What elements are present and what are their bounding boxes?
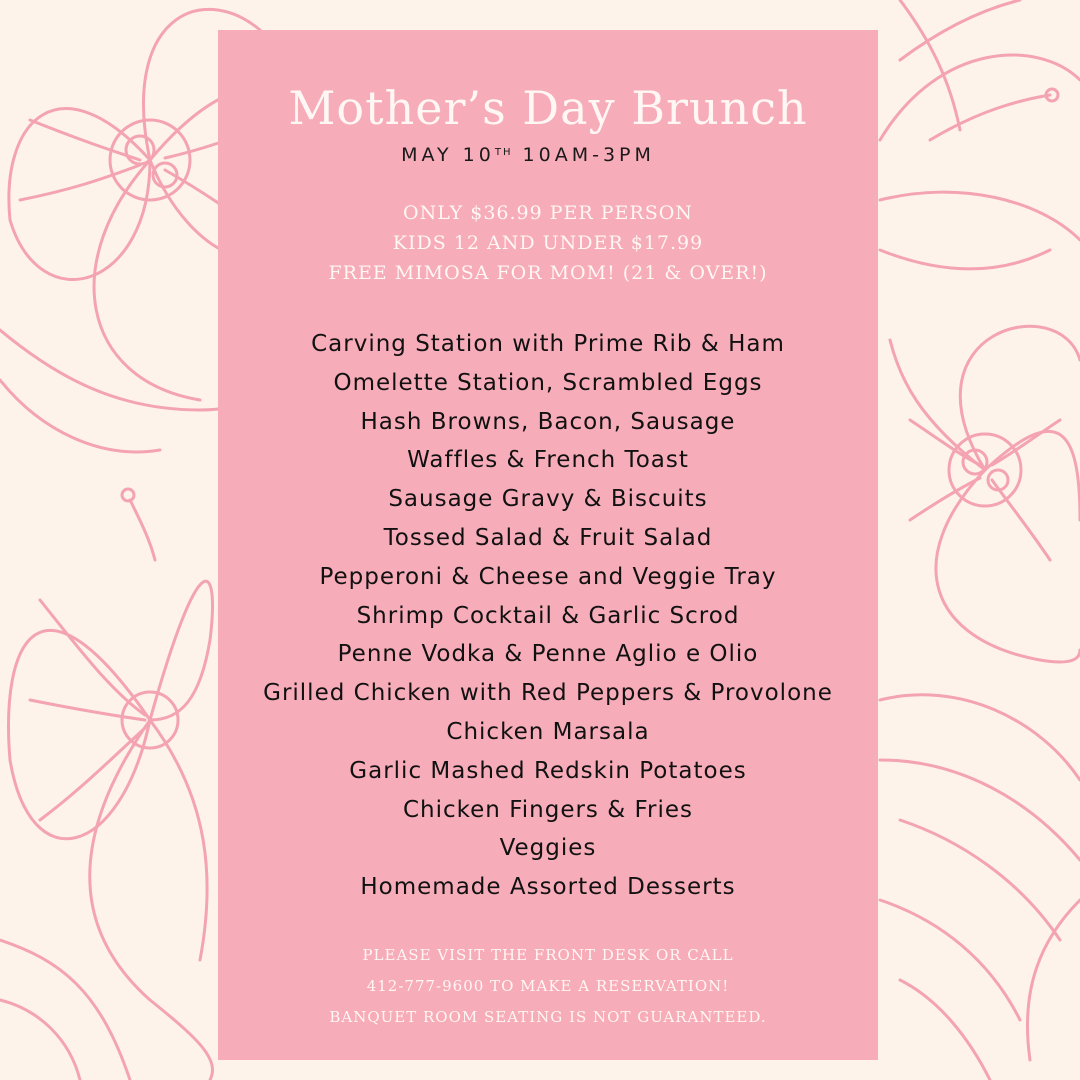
- menu-item: Carving Station with Prime Rib & Ham: [311, 331, 785, 357]
- menu-item: Sausage Gravy & Biscuits: [388, 486, 708, 513]
- date-ordinal-suffix: TH: [494, 147, 513, 158]
- mimosa-offer: FREE MIMOSA FOR MOM! (21 & OVER!): [328, 262, 768, 284]
- menu-item: Shrimp Cocktail & Garlic Scrod: [356, 602, 740, 629]
- menu-item: Hash Browns, Bacon, Sausage: [360, 408, 736, 435]
- menu-item: Omelette Station, Scrambled Eggs: [333, 369, 763, 396]
- menu-list: [208, 325, 888, 907]
- menu-item: Tossed Salad & Fruit Salad: [383, 524, 713, 551]
- menu-item: Veggies: [499, 835, 597, 862]
- menu-item: Waffles & French Toast: [407, 447, 689, 474]
- flower-right-middle: [890, 326, 1080, 662]
- brunch-menu-panel: [218, 30, 878, 1060]
- leaves-bottom-right: [880, 695, 1080, 1080]
- event-date-time: [218, 142, 878, 168]
- menu-item: Chicken Marsala: [446, 718, 650, 745]
- event-time: 10AM-3PM: [522, 144, 655, 166]
- flower-top-right: [880, 0, 1080, 269]
- reservation-line: PLEASE VISIT THE FRONT DESK OR CALL: [362, 946, 734, 964]
- menu-item: Homemade Assorted Desserts: [360, 874, 736, 901]
- menu-item: Garlic Mashed Redskin Potatoes: [349, 757, 747, 784]
- price-adult: ONLY $36.99 PER PERSON: [403, 202, 693, 224]
- menu-item: Chicken Fingers & Fries: [402, 796, 693, 823]
- flower-bottom-left: [0, 489, 213, 1080]
- menu-item: Penne Vodka & Penne Aglio e Olio: [337, 641, 759, 668]
- price-kids: KIDS 12 AND UNDER $17.99: [392, 232, 704, 254]
- pricing-info: [218, 198, 878, 288]
- event-date: MAY 10: [401, 144, 495, 166]
- reservation-line: 412-777-9600 TO MAKE A RESERVATION!: [366, 977, 730, 995]
- event-title: Mother’s Day Brunch: [288, 81, 808, 135]
- reservation-info: [218, 940, 878, 1033]
- reservation-line: BANQUET ROOM SEATING IS NOT GUARANTEED.: [329, 1008, 767, 1026]
- menu-item: Pepperoni & Cheese and Veggie Tray: [319, 563, 777, 590]
- menu-item: Grilled Chicken with Red Peppers & Provolone: [263, 680, 833, 707]
